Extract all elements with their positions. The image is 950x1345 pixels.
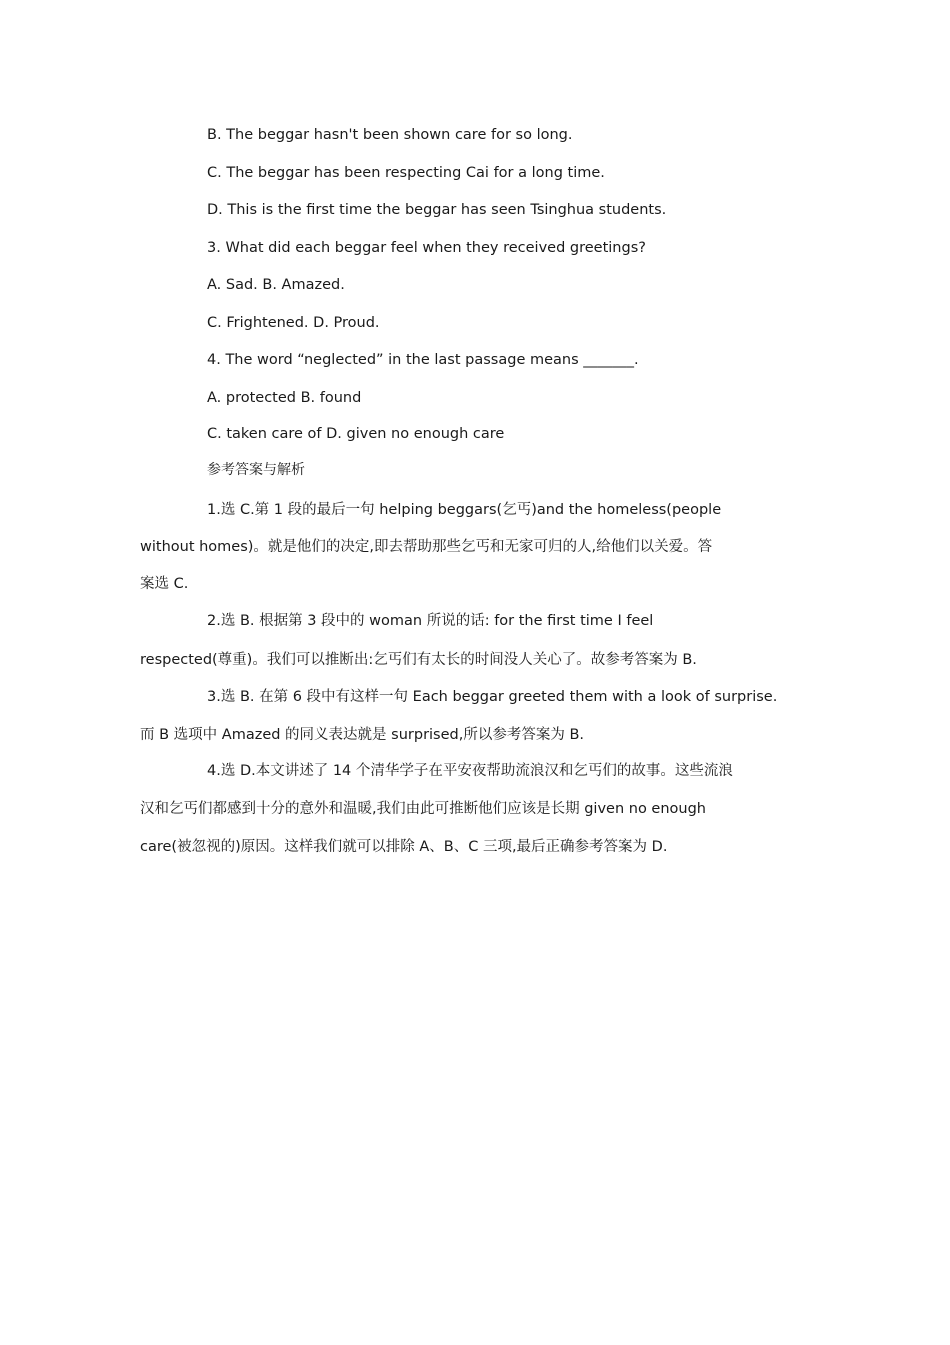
answer-2-line-2: respected(尊重)。我们可以推断出:乞丐们有太长的时间没人关心了。故参考答案为 B. <box>140 652 697 668</box>
answer-4-line-2: 汉和乞丐们都感到十分的意外和温暖,我们由此可推断他们应该是长期 given no enough <box>140 801 706 817</box>
q4-prompt: 4. The word “neglected” in the last passage means _______. <box>207 352 639 368</box>
answer-4-line-3: care(被忽视的)原因。这样我们就可以排除 A、B、C 三项,最后正确参考答案为 D. <box>140 839 668 855</box>
answer-1-line-3: 案选 C. <box>140 576 189 592</box>
q3-options-ab: A. Sad. B. Amazed. <box>207 277 345 293</box>
q4-options-ab: A. protected B. found <box>207 390 362 406</box>
q2-option-c: C. The beggar has been respecting Cai for a long time. <box>207 165 605 181</box>
answer-1-line-1: 1.选 C.第 1 段的最后一句 helping beggars(乞丐)and the homeless(people <box>207 502 722 518</box>
answer-4-line-1: 4.选 D.本文讲述了 14 个清华学子在平安夜帮助流浪汉和乞丐们的故事。这些流浪 <box>207 763 733 779</box>
answers-heading: 参考答案与解析 <box>207 462 305 478</box>
answer-2-line-1: 2.选 B. 根据第 3 段中的 woman 所说的话: for the first time I feel <box>207 613 654 629</box>
q2-option-b: B. The beggar hasn't been shown care for so long. <box>207 127 573 143</box>
answer-3-line-2: 而 B 选项中 Amazed 的同义表达就是 surprised,所以参考答案为 B. <box>140 727 585 743</box>
q2-option-d: D. This is the first time the beggar has seen Tsinghua students. <box>207 202 667 218</box>
q3-options-cd: C. Frightened. D. Proud. <box>207 315 380 331</box>
answer-3-line-1: 3.选 B. 在第 6 段中有这样一句 Each beggar greeted them with a look of surprise. <box>207 689 778 705</box>
answer-1-line-2: without homes)。就是他们的决定,即去帮助那些乞丐和无家可归的人,给他们以关爱。答 <box>140 539 713 555</box>
q4-options-cd: C. taken care of D. given no enough care <box>207 426 505 442</box>
q3-prompt: 3. What did each beggar feel when they received greetings? <box>207 240 646 256</box>
